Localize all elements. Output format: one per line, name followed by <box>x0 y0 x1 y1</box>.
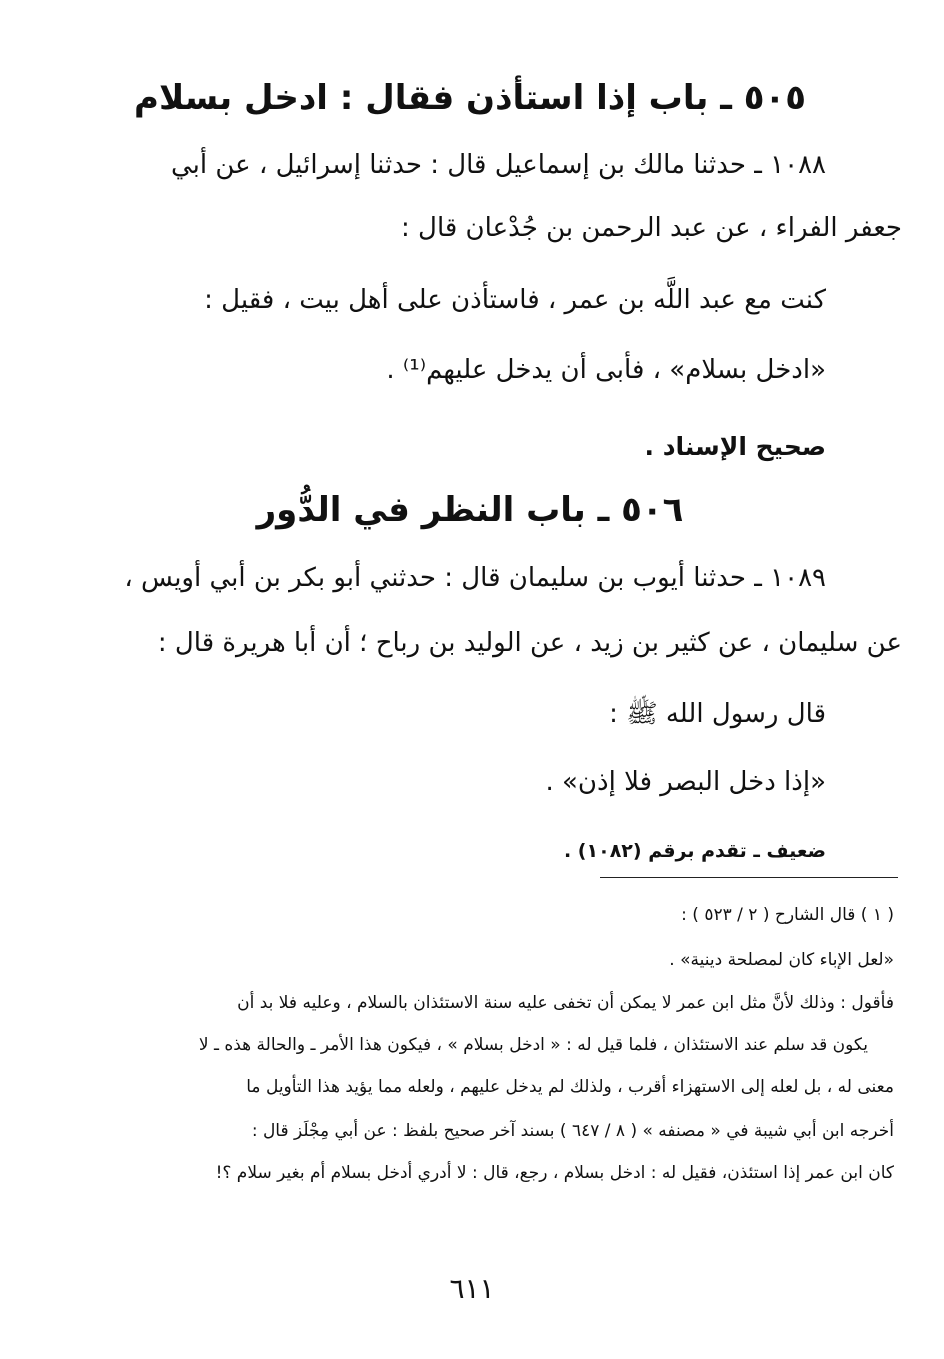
page-number: ٦١١ <box>449 1272 495 1305</box>
footnote-separator <box>600 877 898 878</box>
hadith-1089-line-2: عن سليمان ، عن كثير بن زيد ، عن الوليد بن رباح ؛ أن أبا هريرة قال : <box>157 628 902 658</box>
hadith-1088-line-3: كنت مع عبد اللَّه بن عمر ، فاستأذن على أهل بيت ، فقيل : <box>204 285 826 315</box>
footnote-line-5: معنى له ، بل لعله إلى الاستهزاء أقرب ، ولذلك لم يدخل عليهم ، ولعله مما يؤيد هذا التأويل ما <box>246 1077 894 1097</box>
hadith-1089-line-3: قال رسول الله ﷺ : <box>609 699 826 729</box>
footnote-line-1: ( ١ ) قال الشارح ( ٢ / ٥٢٣ ) : <box>681 905 894 925</box>
footnote-line-6: أخرجه ابن أبي شيبة في « مصنفه » ( ٨ / ٦٤٧ ) بسند آخر صحيح بلفظ : عن أبي مِجْلَز قال : <box>251 1121 894 1141</box>
hadith-1088-line-2: جعفر الفراء ، عن عبد الرحمن بن جُدْعان قال : <box>401 213 902 243</box>
footnote-line-7: كان ابن عمر إذا استئذن، فقيل له : ادخل بسلام ، رجع، قال : لا أدري أدخل بسلام أم بغير سلام ؟! <box>215 1163 894 1183</box>
hadith-1088-line-4: «ادخل بسلام» ، فأبى أن يدخل عليهم⁽¹⁾ . <box>386 355 826 385</box>
hadith-1088-line-1: ١٠٨٨ ـ حدثنا مالك بن إسماعيل قال : حدثنا إسرائيل ، عن أبي <box>170 150 826 180</box>
hadith-1089-grade: ضعيف ـ تقدم برقم (١٠٨٢) . <box>563 840 826 862</box>
footnote-line-2: «لعل الإباء كان لمصلحة دينية» . <box>669 950 894 970</box>
footnote-line-4: يكون قد سلم عند الاستئذان ، فلما قيل له : « ادخل بسلام » ، فيكون هذا الأمر ـ والحالة هذه ـ لا <box>198 1035 868 1055</box>
hadith-1089-line-4: «إذا دخل البصر فلا إذن» . <box>545 767 826 797</box>
footnote-line-3: فأقول : وذلك لأنَّ مثل ابن عمر لا يمكن أن تخفى عليه سنة الاستئذان بالسلام ، وعليه فلا بد أن <box>237 993 894 1013</box>
hadith-1088-grade: صحيح الإسناد . <box>644 432 826 461</box>
chapter-heading-506: ٥٠٦ ـ باب النظر في الدُّور <box>256 490 684 530</box>
hadith-1089-line-1: ١٠٨٩ ـ حدثنا أيوب بن سليمان قال : حدثني أبو بكر بن أبي أويس ، <box>124 563 826 593</box>
chapter-heading-505: ٥٠٥ ـ باب إذا استأذن فقال : ادخل بسلام <box>134 78 806 118</box>
